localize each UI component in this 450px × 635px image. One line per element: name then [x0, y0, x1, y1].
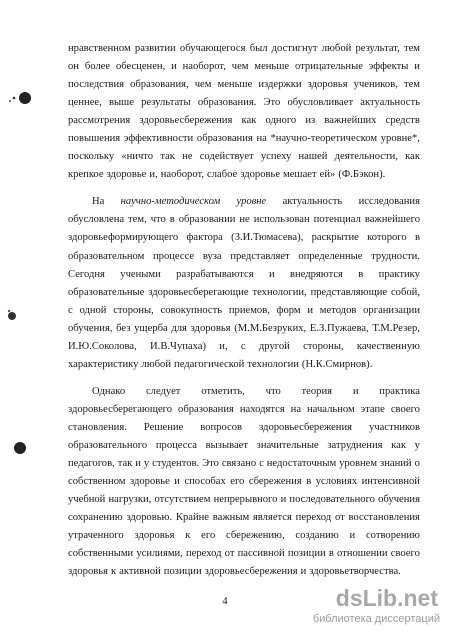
- word: своего: [390, 548, 420, 560]
- word: Это: [202, 458, 219, 470]
- word: с: [68, 304, 73, 316]
- punch-hole-mark-bottom: [12, 440, 28, 456]
- word: с: [240, 340, 246, 352]
- word: о: [414, 458, 420, 470]
- word: образования,: [130, 79, 189, 91]
- word: И.В.Чупаха): [150, 340, 207, 352]
- word: чем: [194, 79, 212, 91]
- word: использован: [253, 214, 310, 226]
- word: знаний: [380, 458, 412, 470]
- word: здоровьесберегающего: [68, 403, 173, 415]
- word: чем: [231, 61, 249, 73]
- word: является: [252, 512, 292, 524]
- word: для: [171, 322, 187, 334]
- word: в: [414, 232, 420, 244]
- word: переход: [186, 548, 222, 560]
- word: повышения: [68, 133, 121, 145]
- word: здоровья: [68, 566, 108, 578]
- word: тем,: [128, 214, 147, 226]
- word: переход: [295, 512, 332, 524]
- word: рассмотрения: [68, 115, 131, 127]
- text-line: [68, 401, 420, 419]
- word: без: [116, 322, 131, 334]
- word: технологии,: [252, 286, 307, 298]
- word: меньше: [254, 61, 290, 73]
- word: значительные: [256, 439, 319, 451]
- word: технологии: [247, 358, 299, 370]
- word: отношении: [336, 548, 388, 560]
- word: эффекты: [368, 61, 409, 73]
- word: важнейшего: [364, 214, 420, 226]
- word: (М.М.Безруких,: [234, 322, 307, 334]
- word: здоровьесбережения: [204, 566, 298, 578]
- paragraph-gap: [68, 374, 420, 383]
- word: вопросов: [200, 421, 243, 433]
- word: обучения: [378, 494, 420, 506]
- word: Это: [263, 97, 281, 109]
- text-line: [68, 193, 420, 211]
- word: (З.И.Тюмасева),: [231, 232, 304, 244]
- word: процессе: [153, 250, 195, 262]
- word: успеху: [260, 151, 292, 163]
- word: здоровьесбережения: [259, 421, 353, 433]
- word: представляет: [230, 250, 290, 262]
- paragraph-gap: [68, 184, 420, 193]
- word: форм: [276, 304, 301, 316]
- word: тем: [403, 79, 420, 91]
- word: как: [405, 151, 420, 163]
- text-line: [68, 455, 420, 473]
- word: средств: [385, 115, 420, 127]
- word: здоровьеформирующего: [68, 232, 179, 244]
- word: Т.М.Резер,: [372, 322, 420, 334]
- word: результаты: [141, 97, 191, 109]
- word: и,: [219, 340, 228, 352]
- word: сбережению,: [226, 530, 285, 542]
- word: пассивной: [237, 548, 285, 560]
- text-line: [68, 284, 420, 302]
- text-line: [68, 419, 420, 437]
- word: трудности.: [371, 250, 420, 262]
- word: этапе: [360, 403, 385, 415]
- word: способах: [184, 476, 226, 488]
- word: и: [307, 304, 314, 316]
- word: деятельности,: [334, 151, 398, 163]
- text-line: [68, 491, 420, 509]
- word: обесценен,: [115, 61, 166, 73]
- word: уровне*,: [380, 133, 420, 145]
- word: и: [280, 494, 287, 506]
- word: отметить,: [201, 385, 245, 397]
- word: интенсивной: [361, 476, 420, 488]
- text-line: [68, 302, 420, 320]
- word: выше: [108, 97, 134, 109]
- word: последовательного: [289, 494, 375, 506]
- word: образовании: [178, 214, 236, 226]
- word: не: [239, 214, 250, 226]
- word: отсутствием: [154, 494, 211, 506]
- text-line: [68, 211, 420, 229]
- word: Однако: [92, 385, 126, 397]
- word: уровнем: [339, 458, 378, 470]
- word: одной: [79, 304, 107, 316]
- word: мешает: [283, 169, 317, 181]
- word: эффективности: [123, 133, 194, 145]
- word: определенные: [298, 250, 363, 262]
- word: обучающегося: [179, 43, 246, 54]
- word: (Ф.Бэкон).: [338, 169, 386, 181]
- text-line: [68, 527, 420, 545]
- dslib-watermark: [308, 586, 444, 630]
- word: актуальность: [282, 196, 343, 208]
- word: образования.: [197, 97, 257, 109]
- word: Е.З.Пужаева,: [309, 322, 369, 334]
- word: и: [174, 476, 180, 488]
- word: затруднения: [327, 439, 383, 451]
- text-line: [68, 473, 420, 491]
- word: Крайне: [175, 512, 209, 524]
- word: образования: [178, 403, 234, 415]
- word: более: [84, 61, 111, 73]
- word: и: [300, 566, 307, 578]
- word: от: [334, 512, 345, 524]
- word: наоборот,: [182, 61, 226, 73]
- word: был: [249, 43, 268, 54]
- word: и: [268, 268, 275, 280]
- word: сотворению: [365, 530, 420, 542]
- word: на: [290, 403, 302, 415]
- word: и,: [149, 169, 158, 181]
- text-line: [68, 40, 420, 58]
- word: процесса: [155, 439, 197, 451]
- word: усилиями,: [136, 548, 183, 560]
- watermark-subtitle: библиотека диссертаций: [312, 613, 440, 625]
- italic-word: научно-методическом: [120, 196, 221, 208]
- word: активной: [119, 566, 161, 578]
- word: обучения,: [68, 322, 113, 334]
- text-line: [68, 229, 420, 247]
- word: к: [185, 530, 191, 542]
- word: «ничто: [121, 151, 154, 163]
- word: тем: [403, 43, 420, 54]
- word: нашей: [298, 151, 328, 163]
- word: любой: [321, 43, 352, 54]
- text-line: [68, 58, 420, 76]
- body-text: [68, 40, 420, 581]
- word: здоровьетворчества.: [309, 566, 401, 578]
- word: условиях: [315, 476, 358, 488]
- word: становления.: [68, 421, 127, 433]
- word: образования: [196, 133, 253, 145]
- word: и: [171, 61, 177, 73]
- word: развитии: [134, 43, 176, 54]
- word: стороны,: [113, 304, 154, 316]
- text-line: [68, 166, 420, 184]
- text-line: [68, 563, 420, 581]
- word: участников: [369, 421, 420, 433]
- word: приемов,: [228, 304, 270, 316]
- word: вуза: [202, 250, 222, 262]
- word: исследования: [358, 196, 420, 208]
- text-line: [68, 148, 420, 166]
- word: у: [414, 439, 420, 451]
- text-line: [68, 248, 420, 266]
- text-line: [68, 383, 420, 401]
- text-line: [68, 356, 420, 374]
- word: стороны,: [303, 340, 344, 352]
- word: На: [92, 196, 105, 208]
- word: учебной: [68, 494, 106, 506]
- word: от: [224, 548, 235, 560]
- word: находятся: [239, 403, 285, 415]
- word: позиции: [287, 548, 326, 560]
- word: в: [358, 268, 364, 280]
- text-line: [68, 320, 420, 338]
- word: здоровья: [134, 530, 175, 542]
- page-number: 4: [222, 596, 228, 607]
- word: следует: [145, 385, 181, 397]
- word: созданию: [295, 530, 339, 542]
- word: педагогической: [174, 358, 245, 370]
- word: качественную: [356, 340, 420, 352]
- word: здоровье: [240, 169, 281, 181]
- word: не: [182, 151, 193, 163]
- word: теория: [301, 385, 333, 397]
- word: собственном: [68, 476, 126, 488]
- text-line: [68, 338, 420, 356]
- word: Решение: [143, 421, 184, 433]
- text-line: [68, 437, 420, 455]
- word: достигнут: [271, 43, 318, 54]
- word: начальном: [307, 403, 355, 415]
- word: и: [414, 61, 420, 73]
- word: как: [391, 439, 407, 451]
- word: ущерба: [134, 322, 168, 334]
- word: здоровью.: [126, 512, 173, 524]
- word: совокупность: [160, 304, 223, 316]
- word: Сегодня: [68, 268, 105, 280]
- word: организации: [363, 304, 420, 316]
- word: ценнее,: [68, 97, 102, 109]
- word: важным: [212, 512, 250, 524]
- word: с: [259, 458, 264, 470]
- word: нравственном: [68, 43, 131, 54]
- italic-word: уровне: [236, 196, 267, 208]
- word: образовательного: [68, 439, 148, 451]
- word: к: [110, 566, 117, 578]
- word: он: [68, 61, 79, 73]
- text-line: [68, 266, 420, 284]
- punch-hole-mark-middle: [4, 308, 20, 324]
- word: вызывает: [205, 439, 248, 451]
- text-line: [68, 509, 420, 527]
- text-line: [68, 94, 420, 112]
- word: своего: [390, 403, 420, 415]
- text-line: [68, 76, 420, 94]
- word: разрабатываются: [176, 268, 254, 280]
- word: на: [256, 133, 267, 145]
- word: содействует: [199, 151, 254, 163]
- word: недостаточным: [266, 458, 337, 470]
- word: из: [305, 115, 316, 127]
- word: потенциал: [313, 214, 361, 226]
- word: здоровье: [106, 169, 147, 181]
- word: характеристику: [68, 358, 139, 370]
- word: отрицательные: [295, 61, 363, 73]
- text-line: [68, 112, 420, 130]
- word: образовательном: [68, 250, 145, 262]
- word: меньше: [217, 79, 253, 91]
- word: позиции: [163, 566, 202, 578]
- word: восстановления: [348, 512, 420, 524]
- word: издержки: [258, 79, 302, 91]
- word: педагогов,: [68, 458, 115, 470]
- word: у: [143, 458, 150, 470]
- word: последствия: [68, 79, 125, 91]
- word: слабое: [207, 169, 238, 181]
- word: и: [352, 385, 359, 397]
- word: актуальность: [360, 97, 420, 109]
- word: результат,: [355, 43, 400, 54]
- word: в: [169, 214, 175, 226]
- word: и: [135, 458, 141, 470]
- word: так: [117, 458, 133, 470]
- word: внедряются: [290, 268, 343, 280]
- word: здоровья: [307, 79, 348, 91]
- word: (Н.К.Смирнов).: [301, 358, 373, 370]
- word: так: [160, 151, 175, 163]
- word: непрерывного: [213, 494, 278, 506]
- word: представляющие: [310, 286, 388, 298]
- text-line: [68, 545, 420, 563]
- word: одного: [265, 115, 297, 127]
- punch-hole-mark-top: [6, 88, 32, 108]
- word: любой: [141, 358, 172, 370]
- word: сохранению: [68, 512, 123, 524]
- word: как: [241, 115, 257, 127]
- word: и: [349, 530, 356, 542]
- word: его: [230, 476, 245, 488]
- word: фактора: [186, 232, 223, 244]
- word: которого: [367, 232, 407, 244]
- word: нагрузки,: [108, 494, 152, 506]
- word: утраченного: [68, 530, 124, 542]
- word: практика: [379, 385, 420, 397]
- word: обусловлена: [68, 214, 125, 226]
- word: наоборот,: [160, 169, 204, 181]
- word: обусловливает: [287, 97, 354, 109]
- word: что: [265, 385, 281, 397]
- word: И.Ю.Соколова,: [68, 340, 137, 352]
- word: крепкое: [68, 169, 104, 181]
- watermark-logo: dsLib.net: [335, 585, 438, 611]
- word: здоровьесберегающие: [148, 286, 249, 298]
- word: *научно-теоретическом: [270, 133, 378, 145]
- word: здоровья: [190, 322, 231, 334]
- word: другой: [258, 340, 290, 352]
- word: учеными: [120, 268, 161, 280]
- word: в: [306, 476, 312, 488]
- word: собой,: [390, 286, 420, 298]
- word: ей»: [319, 169, 336, 181]
- word: собственными: [68, 548, 134, 560]
- word: поскольку: [68, 151, 115, 163]
- word: студентов.: [152, 458, 200, 470]
- word: здоровьесбережения: [139, 115, 233, 127]
- word: связано: [221, 458, 257, 470]
- word: практику: [378, 268, 420, 280]
- word: раскрытие: [311, 232, 359, 244]
- word: его: [201, 530, 216, 542]
- word: в: [328, 548, 334, 560]
- word: важнейших: [324, 115, 377, 127]
- word: учеников,: [353, 79, 398, 91]
- word: методов: [319, 304, 357, 316]
- word: сбережения: [248, 476, 302, 488]
- text-line: [68, 130, 420, 148]
- word: что: [150, 214, 166, 226]
- word: здоровье: [129, 476, 170, 488]
- word: образовательные: [68, 286, 145, 298]
